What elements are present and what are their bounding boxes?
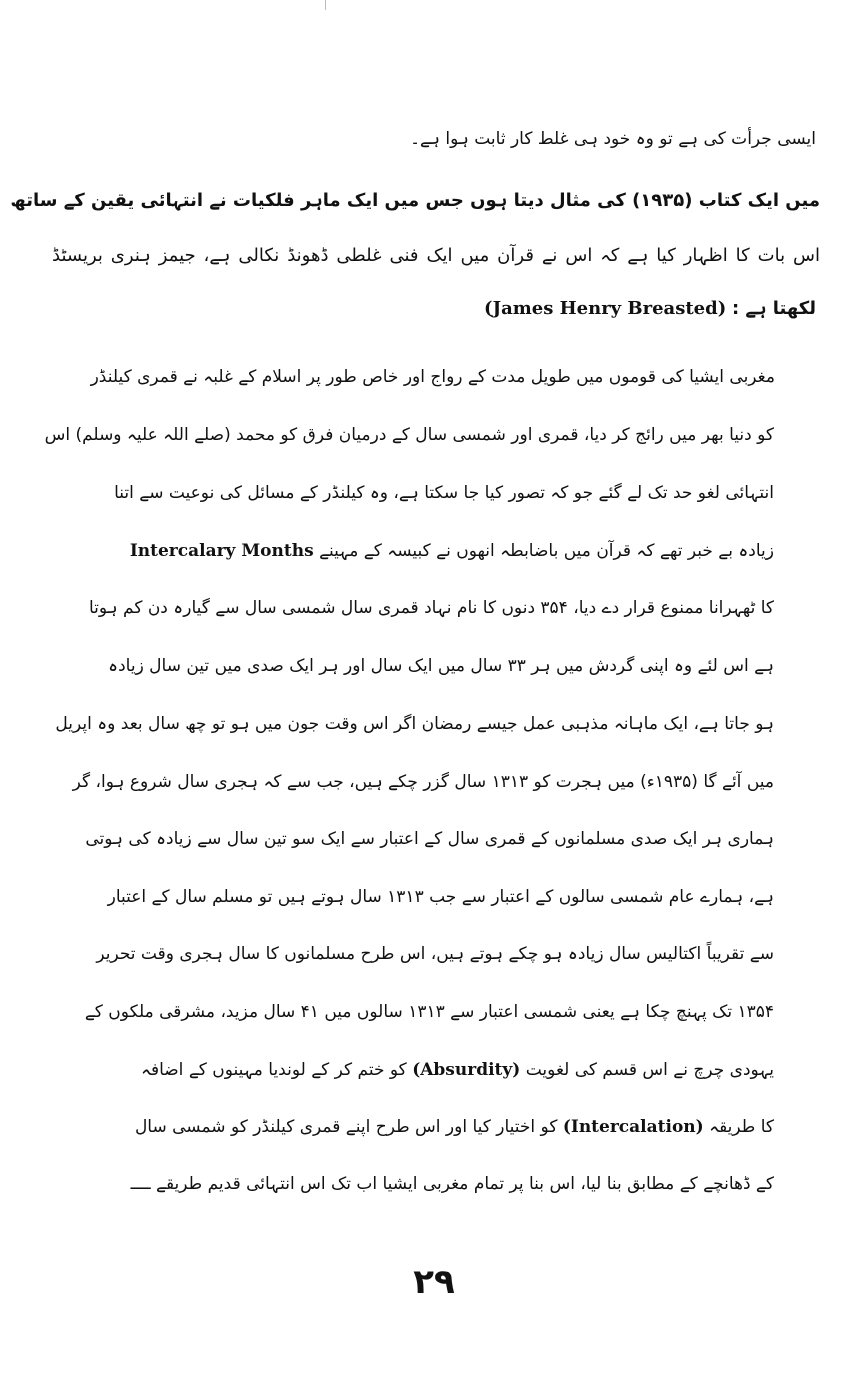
quote-line-9: ہماری ہر ایک صدی مسلمانوں کے قمری سال کے اعتبار سے ایک سو تین سال سے زیادہ کی ہوتی: [85, 829, 774, 849]
quote-line-4-urdu: زیادہ بے خبر تھے کہ قرآن میں باضابطہ انھوں نے کبیسہ کے مہینے: [319, 541, 774, 561]
author-name-latin: (James Henry Breasted): [484, 298, 727, 319]
quote-line-4: [129, 540, 774, 564]
intro-line-4: [336, 296, 816, 321]
quote-line-13: [140, 1059, 774, 1083]
absurdity-term: (Absurdity): [412, 1060, 521, 1080]
intro-line-2: میں ایک کتاب (۱۹۳۵) کی مثال دیتا ہوں جس میں ایک ماہر فلکیات نے انتہائی یقین کے ساتھ: [10, 190, 820, 211]
quote-line-11: سے تقریباً اکتالیس سال زیادہ ہو چکے ہوتے ہیں، اس طرح مسلمانوں کا سال ہجری وقت تحریر: [96, 944, 774, 964]
intercalary-months-term: Intercalary Months: [129, 541, 314, 561]
quote-line-6: ہے اس لئے وہ اپنی گردش میں ہر ۳۳ سال میں ایک سال اور ہر ایک صدی میں تین سال زیادہ: [108, 656, 774, 676]
quote-line-8: میں آئے گا (۱۹۳۵ء) میں ہجرت کو ۱۳۱۳ سال گزر چکے ہیں، جب سے کہ ہجری سال شروع ہوا، گر: [72, 772, 774, 792]
quote-line-1: مغربی ایشیا کی قوموں میں طویل مدت کے رواج اور خاص طور پر اسلام کے غلبہ نے قمری کیلنڈر: [90, 367, 775, 387]
quote-line-14-a: کا طریقہ: [709, 1117, 774, 1137]
intro-line-1: ایسی جرأت کی ہے تو وہ خود ہی غلط کار ثابت ہوا ہے۔: [410, 129, 816, 149]
page-number: ۲۹: [413, 1262, 455, 1302]
intro-line-4-urdu: لکھتا ہے :: [731, 298, 816, 319]
quote-line-15: کے ڈھانچے کے مطابق بنا لیا، اس بنا پر تمام مغربی ایشیا اب تک اس انتہائی قدیم طریقے ــــ: [130, 1174, 774, 1194]
quote-line-7: ہو جاتا ہے، ایک ماہانہ مذہبی عمل جیسے رمضان اگر اس وقت جون میں ہو تو چھ سال بعد وہ اپریل: [55, 714, 774, 734]
quote-line-5: کا ٹھہرانا ممنوع قرار دے دیا، ۳۵۴ دنوں کا نام نہاد قمری سال شمسی سال سے گیارہ دن کم ہوتا: [88, 598, 774, 618]
quote-line-10: ہے، ہمارے عام شمسی سالوں کے اعتبار سے جب ۱۳۱۳ سال ہوتے ہیں تو مسلم سال کے اعتبار: [107, 887, 774, 907]
quote-line-13-a: یہودی چرچ نے اس قسم کی لغویت: [525, 1060, 774, 1080]
quote-line-14: [134, 1116, 774, 1140]
scan-artifact: [325, 0, 326, 10]
quote-line-13-b: کو ختم کر کے لوندیا مہینوں کے اضافہ: [140, 1060, 407, 1080]
intro-line-3: اس بات کا اظہار کیا ہے کہ اس نے قرآن میں ایک فنی غلطی ڈھونڈ نکالی ہے، جیمز ہنری بریسٹڈ: [52, 245, 820, 266]
intercalation-term: (Intercalation): [562, 1117, 704, 1137]
quote-line-2: کو دنیا بھر میں رائج کر دیا، قمری اور شمسی سال کے درمیان فرق کو محمد (صلے اللہ علیہ وسلم) اس: [44, 425, 774, 445]
quote-line-14-b: کو اختیار کیا اور اس طرح اپنے قمری کیلنڈر کو شمسی سال: [134, 1117, 558, 1137]
quote-line-12: ۱۳۵۴ تک پہنچ چکا ہے یعنی شمسی اعتبار سے ۱۳۱۳ سالوں میں ۴۱ سال مزید، مشرقی ملکوں کے: [84, 1002, 774, 1022]
quote-line-3: انتہائی لغو حد تک لے گئے جو کہ تصور کیا جا سکتا ہے، وہ کیلنڈر کے مسائل کی نوعیت سے اتنا: [114, 483, 774, 503]
